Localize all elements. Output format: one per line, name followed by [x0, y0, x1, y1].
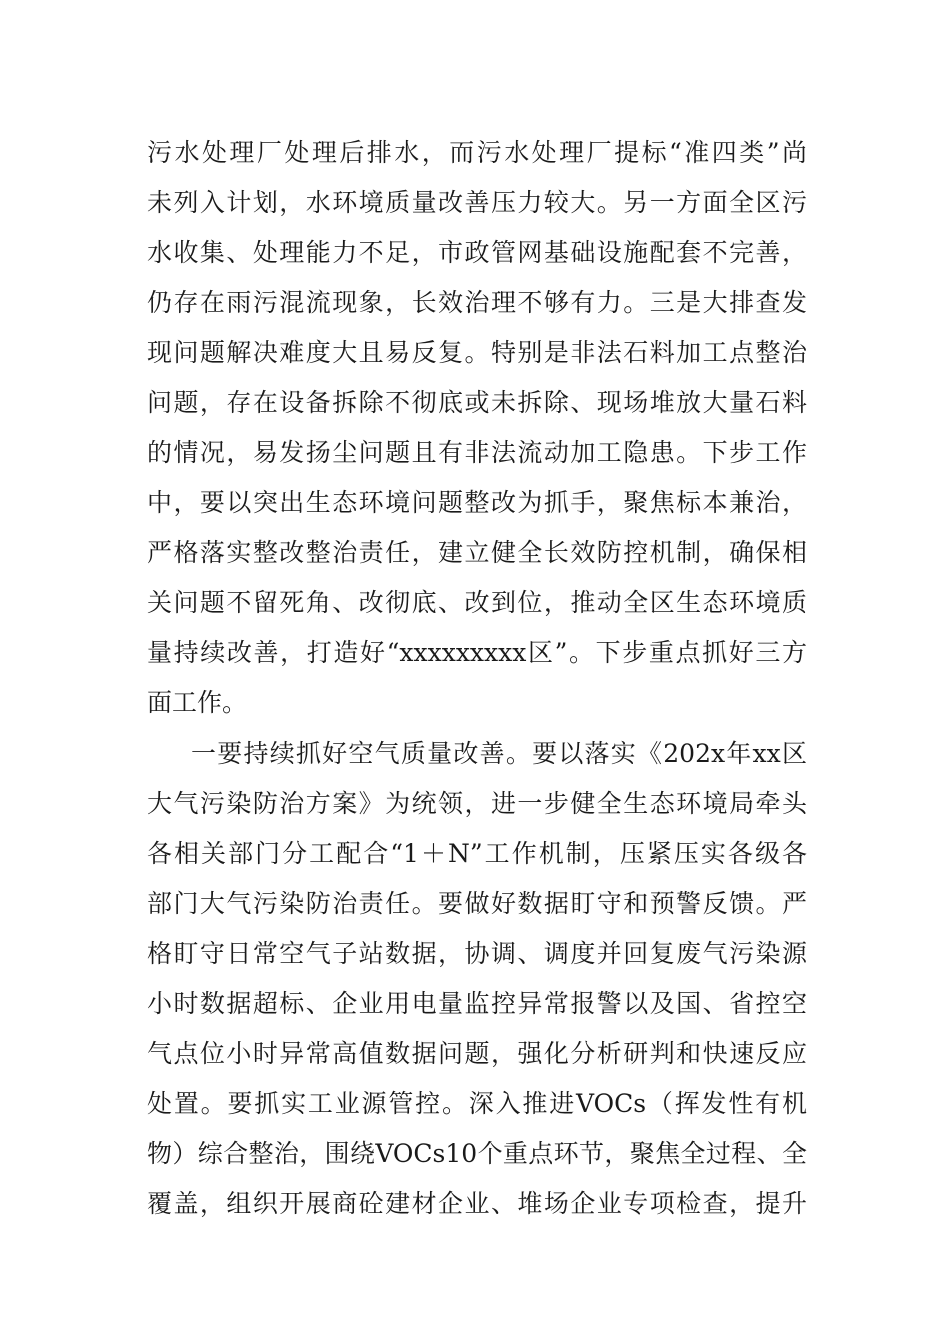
paragraph-2: [147, 729, 807, 1229]
paragraph-line: 未列入计划，水环境质量改善压力较大。另一方面全区污: [147, 188, 807, 217]
paragraph-line: 气点位小时异常高值数据问题，强化分析研判和快速反应: [147, 1039, 807, 1068]
paragraph-line: 中，要以突出生态环境问题整改为抓手，聚焦标本兼治，: [147, 488, 807, 517]
paragraph-line: 部门大气污染防治责任。要做好数据盯守和预警反馈。严: [147, 889, 807, 918]
paragraph-line: 污水处理厂处理后排水，而污水处理厂提标“准四类”尚: [147, 138, 807, 167]
paragraph-line: 水收集、处理能力不足，市政管网基础设施配套不完善，: [147, 238, 807, 267]
paragraph-line: 量持续改善，打造好“xxxxxxxxx区”。下步重点抓好三方: [147, 638, 807, 667]
paragraph-line: 仍存在雨污混流现象，长效治理不够有力。三是大排查发: [147, 288, 807, 317]
paragraph-line: 格盯守日常空气子站数据，协调、调度并回复废气污染源: [147, 939, 807, 968]
paragraph-line: 问题，存在设备拆除不彻底或未拆除、现场堆放大量石料: [147, 388, 807, 417]
paragraph-1: [147, 128, 807, 728]
paragraph-line: 现问题解决难度大且易反复。特别是非法石料加工点整治: [147, 338, 807, 367]
paragraph-line: 覆盖，组织开展商砼建材企业、堆场企业专项检查，提升: [147, 1189, 807, 1218]
paragraph-line: 各相关部门分工配合“1＋N”工作机制，压紧压实各级各: [147, 839, 807, 868]
paragraph-line: 面工作。: [147, 688, 248, 717]
paragraph-line: 小时数据超标、企业用电量监控异常报警以及国、省控空: [147, 989, 807, 1018]
paragraph-line: 严格落实整改整治责任，建立健全长效防控机制，确保相: [147, 538, 807, 567]
paragraph-line: 处置。要抓实工业源管控。深入推进VOCs（挥发性有机: [147, 1089, 807, 1118]
paragraph-line: 的情况，易发扬尘问题且有非法流动加工隐患。下步工作: [147, 438, 807, 467]
paragraph-line: 关问题不留死角、改彻底、改到位，推动全区生态环境质: [147, 588, 807, 617]
paragraph-line: 物）综合整治，围绕VOCs10个重点环节，聚焦全过程、全: [147, 1139, 807, 1168]
paragraph-line: 大气污染防治方案》为统领，进一步健全生态环境局牵头: [147, 789, 807, 818]
paragraph-line: 一要持续抓好空气质量改善。要以落实《202x年xx区: [191, 739, 807, 768]
